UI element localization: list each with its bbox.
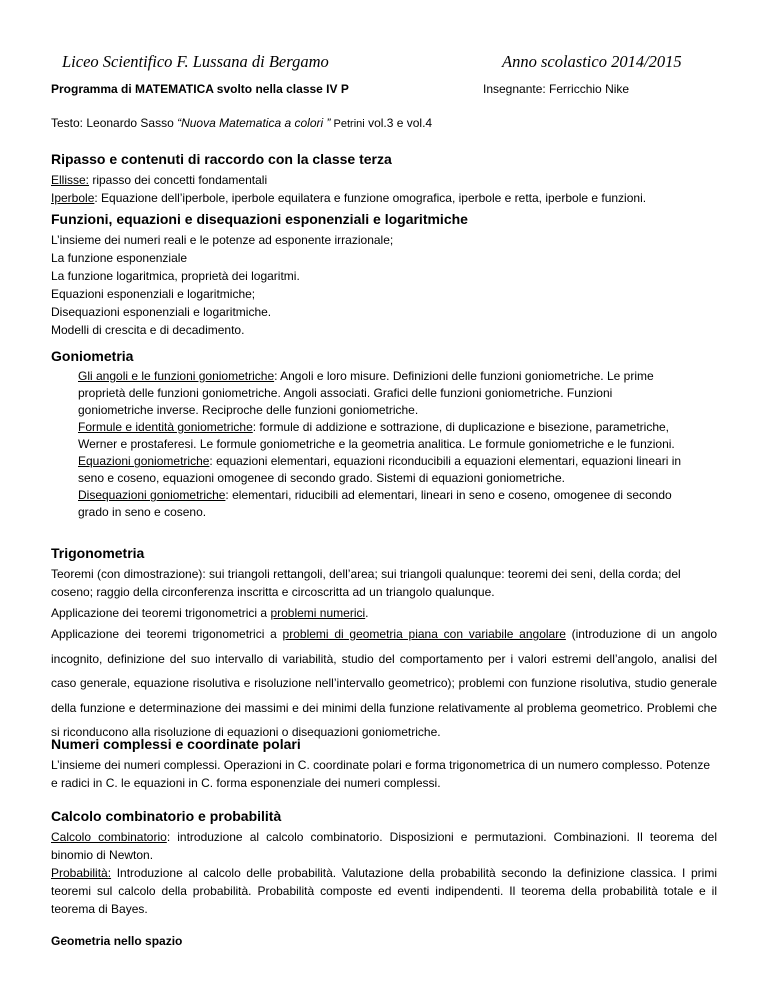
paragraph-text: Applicazione dei teoremi trigonometrici a [51,627,283,641]
section-combinatoria [51,807,717,918]
topic-label: problemi di geometria piana con variabile angolare [282,627,566,641]
paragraph-text: Applicazione dei teoremi trigonometrici a [51,606,271,620]
topic-label: Probabilità: [51,866,112,880]
section-line: La funzione logaritmica, proprietà dei logaritmi. [51,269,300,283]
section-title: Calcolo combinatorio e probabilità [51,808,282,824]
section-paragraph: Teoremi (con dimostrazione): sui triangoli rettangoli, dell’area; sui triangoli qualunque: teoremi dei seni, della corda; del coseno; raggio della circonferenza inscritta e circoscritta ad un triangolo qualunque. [51,567,681,599]
topic-text: : Equazione dell’iperbole, iperbole equilatera e funzione omografica, iperbole e retta, iperbole e funzioni. [94,191,647,205]
section-paragraph [78,487,688,521]
section-title: Numeri complessi e coordinate polari [51,736,301,752]
topic-text: ripasso dei concetti fondamentali [89,173,268,187]
section-line: Equazioni esponenziali e logaritmiche; [51,287,256,301]
textbook-title: “Nuova Matematica a colori ” [177,116,331,130]
section-line [51,189,717,207]
section-title: Geometria nello spazio [51,934,183,948]
paragraph-text: . [365,606,369,620]
topic-text: : Angoli e loro misure. Definizioni delle funzioni goniometriche. Le prime proprietà delle funzioni goniometriche. Angoli associati. Grafici delle funzioni goniometriche. Funzioni goniometriche inverse. Reciproche delle funzioni goniometriche. [78,369,654,417]
topic-label: Formule e identità goniometriche [78,420,253,434]
section-paragraph [51,864,717,918]
section-paragraph: L’insieme dei numeri complessi. Operazioni in C. coordinate polari e forma trigonometrica di un numero complesso. Potenze e radici in C. le equazioni in C. forma esponenziale dei numeri complessi. [51,758,710,790]
paragraph-text: (introduzione di un angolo incognito, definizione del suo intervallo di variabilità, studio del comportamento per i valori estremi dell’angolo, analisi del caso generale, equazione risolutiva e risoluzione nell’intervallo geometrico); problemi con funzione risolutiva, studio generale della funzione e determinazione dei massimi e dei minimi della funzione relativamente al problema geometrico. Problemi che si riconducono alla risoluzione di equazioni o disequazioni goniometriche. [51,627,717,740]
textbook-volumes: vol.3 e vol.4 [364,116,433,130]
section-title: Ripasso e contenuti di raccordo con la classe terza [51,151,392,167]
textbook-publisher: Petrini [330,118,365,130]
topic-text: : formule di addizione e sottrazione, di duplicazione e bisezione, parametriche, Werner e prostaferesi. Le formule goniometriche e la geometria analitica. Le formule goniometriche e le funzioni. [78,420,675,451]
school-name: Liceo Scientifico F. Lussana di Bergamo [62,52,329,71]
topic-label: Calcolo combinatorio [51,830,167,844]
topic-text: Introduzione al calcolo delle probabilità. Valutazione della probabilità secondo la definizione classica. I primi teoremi sul calcolo della probabilità. Probabilità composte ed eventi indipendenti. Il teorema della probabilità totale e il teorema di Bayes. [51,866,717,916]
section-goniometria [51,347,717,521]
program-title: Programma di MATEMATICA svolto nella classe IV P [51,82,349,96]
section-numeri-complessi [51,735,717,792]
section-line: L’insieme dei numeri reali e le potenze ad esponente irrazionale; [51,233,394,247]
topic-label: Disequazioni goniometriche [78,488,226,502]
teacher-name: Insegnante: Ferricchio Nike [483,82,630,96]
section-line: Disequazioni esponenziali e logaritmiche. [51,305,272,319]
section-geometria-spazio [51,932,717,953]
topic-label: Equazioni goniometriche [78,454,210,468]
section-paragraph [78,453,688,487]
section-esponenziali [51,210,717,339]
goniometria-body [51,368,688,521]
topic-label: Iperbole [51,191,95,205]
section-trigonometria [51,544,717,745]
topic-text: : elementari, riducibili ad elementari, lineari in seno e coseno, omogenee di secondo grado in seno e coseno. [78,488,672,519]
section-line: La funzione esponenziale [51,251,188,265]
topic-label: Ellisse: [51,173,90,187]
topic-label: Gli angoli e le funzioni goniometriche [78,369,275,383]
school-year: Anno scolastico 2014/2015 [502,52,682,71]
section-line [51,171,717,189]
section-line: Modelli di crescita e di decadimento. [51,323,245,337]
topic-text: : equazioni elementari, equazioni riconducibili a equazioni elementari, equazioni lineari in seno e coseno, equazioni omogenee di secondo grado. Sistemi di equazioni goniometriche. [78,454,682,485]
section-title: Goniometria [51,348,134,364]
section-paragraph [78,368,688,419]
section-paragraph [51,604,717,622]
textbook-line [51,116,432,130]
topic-text: : introduzione al calcolo combinatorio. Disposizioni e permutazioni. Combinazioni. Il teorema del binomio di Newton. [51,830,717,862]
topic-label: problemi numerici [270,606,366,620]
section-ripasso [51,150,717,207]
section-paragraph [51,828,717,864]
textbook-prefix: Testo: Leonardo Sasso [51,116,178,130]
section-title: Funzioni, equazioni e disequazioni esponenziali e logaritmiche [51,211,468,227]
section-paragraph [78,419,688,453]
section-paragraph [51,622,717,745]
section-title: Trigonometria [51,545,145,561]
program-line [51,82,711,96]
